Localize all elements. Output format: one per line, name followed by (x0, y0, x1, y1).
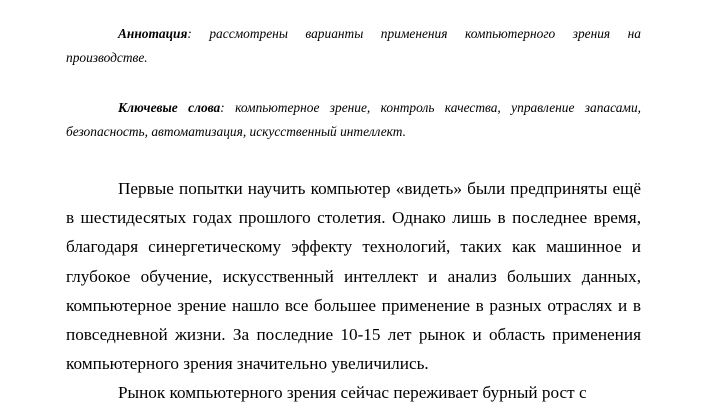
keywords-label: Ключевые слова (118, 100, 221, 115)
body-text (66, 174, 641, 408)
body-paragraph-1: Первые попытки научить компьютер «видеть» были предприняты ещё в шестидесятых годах прошлого столетия. Однако лишь в последнее время, благодаря синергетическому эффекту технологий, таких как машинное и глубокое обучение, искусственный интеллект и анализ больших данных, компьютерное зрение нашло все большее применение в разных отраслях и в повседневной жизни. За последние 10-15 лет рынок и область применения компьютерного зрения значительно увеличились. (66, 179, 641, 374)
annotation-label: Аннотация (118, 26, 188, 41)
keywords-text: : компьютерное зрение, контроль качества, управление запасами, безопасность, автоматизация, искусственный интеллект. (66, 100, 641, 139)
annotation-text: : рассмотрены варианты применения компьютерного зрения на производстве. (66, 26, 641, 65)
body-paragraph-2: Рынок компьютерного зрения сейчас переживает бурный рост с (118, 383, 587, 403)
annotation-paragraph (66, 22, 641, 70)
keywords-paragraph (66, 96, 641, 144)
